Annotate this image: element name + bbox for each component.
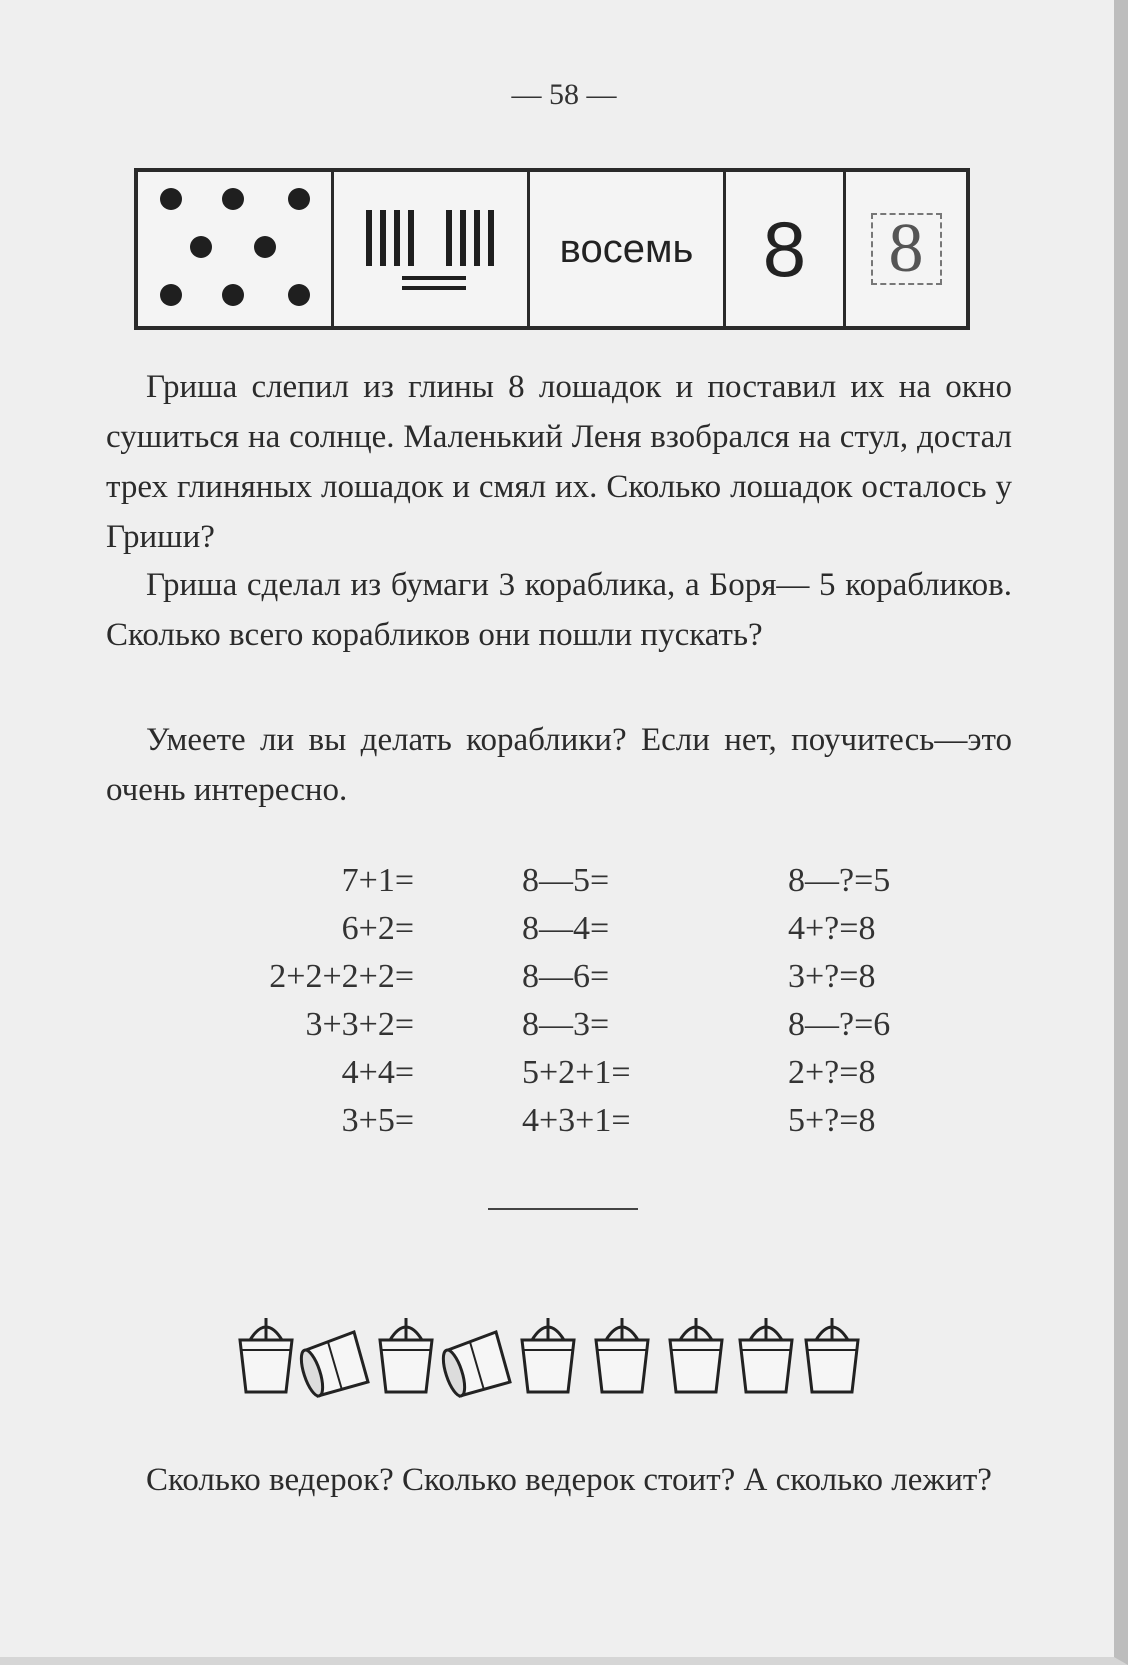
exercise-item: 8—?=6 — [788, 1006, 891, 1043]
exercise-item: 8—5= — [522, 862, 610, 899]
paragraph-buckets: Сколько ведерок? Сколько ведерок стоит? А сколько лежит? — [146, 1462, 992, 1498]
exercise-item: 3+5= — [341, 1102, 414, 1139]
bucket-icon — [439, 1332, 510, 1398]
exercise-item: 2+?=8 — [788, 1054, 876, 1091]
exercise-item: 7+1= — [341, 862, 414, 899]
exercise-item: 8—4= — [522, 910, 610, 947]
exercise-item: 8—?=5 — [788, 862, 891, 899]
eight-dots-icon — [138, 172, 334, 326]
exercise-item: 2+2+2+2= — [269, 958, 414, 995]
bucket-icon — [740, 1318, 792, 1392]
buckets-illustration — [236, 1310, 886, 1400]
eight-sticks-icon — [334, 172, 530, 326]
bucket-icon — [240, 1318, 292, 1392]
paragraph-horses: Гриша слепил из глины 8 лошадок и поставил их на окно сушиться на солнце. Маленький Леня взобрался на стул, достал трех глиняных лошадок и смял их. Сколько лошадок осталось у Гриши? — [106, 369, 1012, 555]
page-number: — 58 — — [511, 78, 617, 111]
exercise-item: 4+4= — [341, 1054, 414, 1091]
dotted-digit: 8 — [871, 213, 942, 285]
paragraph-boats: Гриша сделал из бумаги 3 кораблика, а Боря— 5 корабликов. Сколько всего корабликов они пошли пускать? — [106, 567, 1012, 653]
number-eight-card — [134, 168, 970, 330]
paragraph-question: Умеете ли вы делать кораблики? Если нет, поучитесь—это очень интересно. — [106, 722, 1012, 808]
exercise-item: 6+2= — [341, 910, 414, 947]
bucket-icon — [806, 1318, 858, 1392]
bucket-icon — [380, 1318, 432, 1392]
exercise-item: 4+3+1= — [522, 1102, 631, 1139]
number-digit-cell — [726, 172, 846, 326]
exercise-item: 8—6= — [522, 958, 610, 995]
bucket-icon — [670, 1318, 722, 1392]
section-divider — [488, 1208, 638, 1210]
number-word-cell — [530, 172, 726, 326]
exercise-item: 4+?=8 — [788, 910, 876, 947]
bucket-icon — [522, 1318, 574, 1392]
exercise-item: 8—3= — [522, 1006, 610, 1043]
number-digit: 8 — [762, 204, 807, 293]
dotted-digit-cell — [846, 172, 966, 326]
bucket-icon — [297, 1332, 368, 1398]
exercise-item: 5+?=8 — [788, 1102, 876, 1139]
exercise-item: 3+?=8 — [788, 958, 876, 995]
exercise-item: 5+2+1= — [522, 1054, 631, 1091]
exercise-item: 3+3+2= — [305, 1006, 414, 1043]
number-word: восемь — [559, 226, 694, 271]
bucket-icon — [596, 1318, 648, 1392]
